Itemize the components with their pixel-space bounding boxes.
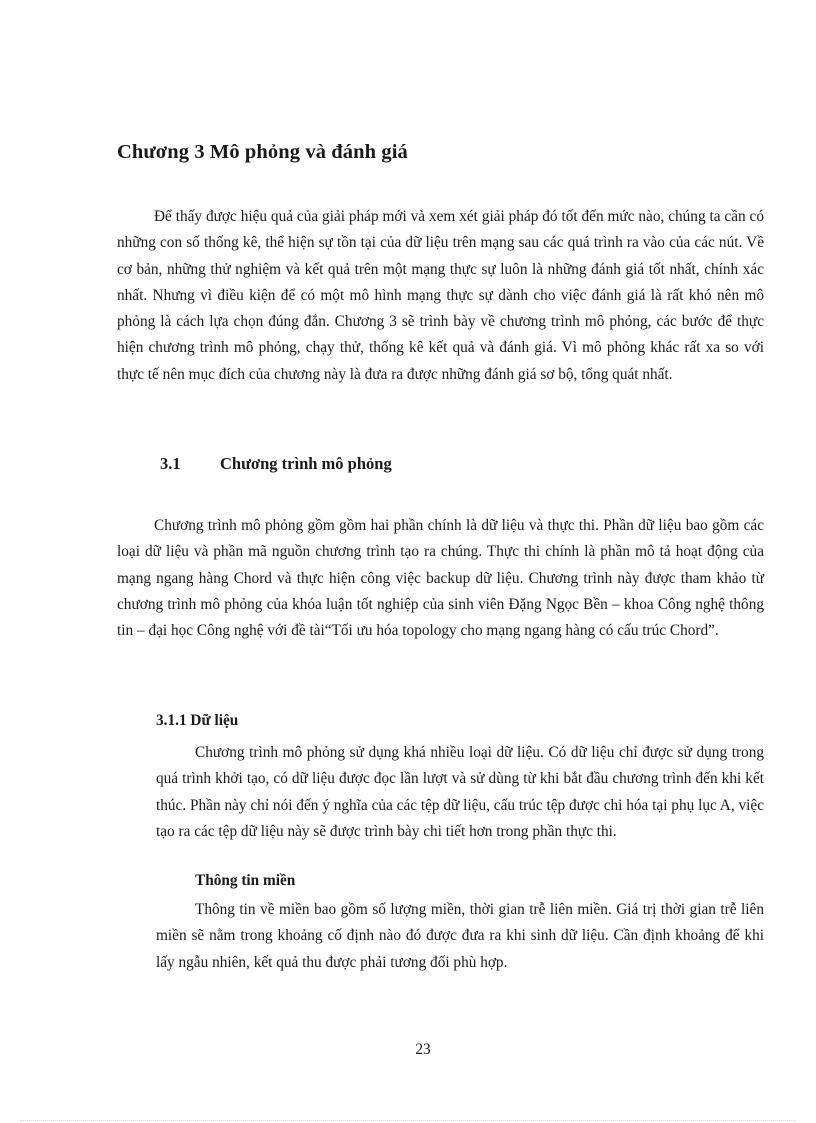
- section-body-paragraph: Chương trình mô phỏng gồm gồm hai phần chính là dữ liệu và thực thi. Phần dữ liệu bao gồm các loại dữ liệu và phần mã nguồn chương trình tạo ra chúng. Thực thi chính là phần mô tả hoạt động của mạng ngang hàng Chord và thực hiện công việc backup dữ liệu. Chương trình này được tham khảo từ chương trình mô phỏng của khóa luận tốt nghiệp của sinh viên Đặng Ngọc Bền – khoa Công nghệ thông tin – đại học Công nghệ với đề tài“Tối ưu hóa topology cho mạng ngang hàng có cấu trúc Chord”.: [117, 517, 764, 640]
- domain-info-heading: Thông tin miền: [195, 872, 296, 889]
- page-bottom-divider: [20, 1120, 796, 1121]
- page-number: 23: [415, 1041, 431, 1058]
- chapter-intro-paragraph: Để thấy được hiệu quả của giải pháp mới và xem xét giải pháp đó tốt đến mức nào, chúng ta cần có những con số thống kê, thể hiện sự tồn tại của dữ liệu trên mạng sau các quá trình ra vào của các nút. Về cơ bản, những thử nghiệm và kết quả trên một mạng thực sự luôn là những đánh giá tốt nhất, chính xác nhất. Nhưng vì điều kiện để có một mô hình mạng thực sự dành cho việc đánh giá là rất khó nên mô phỏng là cách lựa chọn đúng đắn. Chương 3 sẽ trình bày về chương trình mô phỏng, các bước để thực hiện chương trình mô phỏng, chạy thử, thống kê kết quả và đánh giá. Vì mô phỏng khác rất xa so với thực tế nên mục đích của chương này là đưa ra được những đánh giá sơ bộ, tổng quát nhất.: [117, 208, 764, 383]
- section-number: 3.1: [160, 454, 181, 473]
- subsection-body-paragraph: Chương trình mô phỏng sử dụng khá nhiều loại dữ liệu. Có dữ liệu chỉ được sử dụng trong quá trình khởi tạo, có dữ liệu được đọc lần lượt và sử dùng từ khi bắt đầu chương trình đến khi kết thúc. Phần này chỉ nói đến ý nghĩa của các tệp dữ liệu, cấu trúc tệp được chi hóa tại phụ lục A, việc tạo ra các tệp dữ liệu này sẽ được trình bày chi tiết hơn trong phần thực thi.: [156, 744, 764, 840]
- chapter-title: Chương 3 Mô phỏng và đánh giá: [117, 141, 408, 163]
- domain-info-paragraph: Thông tin về miền bao gồm số lượng miền, thời gian trễ liên miền. Giá trị thời gian trễ liên miền sẽ nằm trong khoảng cố định nào đó được đưa ra khi sinh dữ liệu. Cần định khoảng để khi lấy ngẫu nhiên, kết quả thu được phải tương đối phù hợp.: [156, 901, 764, 971]
- subsection-heading: 3.1.1 Dữ liệu: [156, 712, 239, 729]
- section-heading: [160, 454, 392, 474]
- section-title: Chương trình mô phỏng: [220, 454, 392, 473]
